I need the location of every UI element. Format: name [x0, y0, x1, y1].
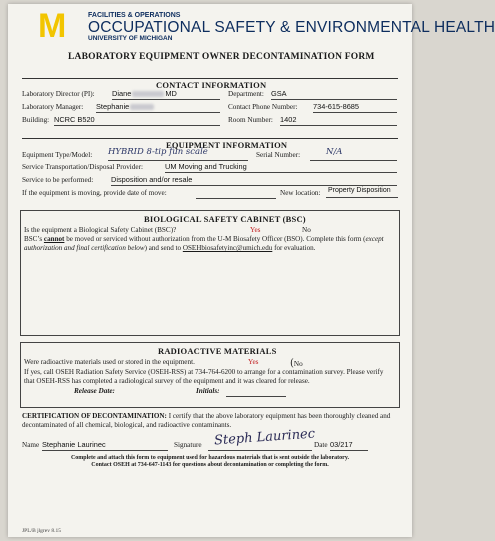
radioactive-instructions: If yes, call OSEH Radiation Safety Service (OSEH-RSS) at 734-764-6200 to arrange for a contamination survey. Please verify that OSEH-RSS has completed a radiological survey of the equipment and it was cleared for release.: [24, 368, 384, 386]
certification-title: CERTIFICATION OF DECONTAMINATION:: [22, 412, 167, 420]
name-label: Name: [22, 441, 40, 449]
equipment-type-underline: [108, 160, 248, 161]
no-circle-mark: (: [290, 358, 294, 369]
serial-label: Serial Number:: [256, 151, 301, 159]
director-suffix: MD: [165, 89, 177, 98]
initials-underline: [226, 396, 286, 397]
release-date-label: Release Date:: [74, 387, 115, 395]
manager-value: [96, 102, 155, 111]
building-field[interactable]: NCRC B520: [54, 115, 95, 124]
service-field[interactable]: Disposition and/or resale: [111, 175, 193, 184]
transport-underline: [165, 172, 397, 173]
building-label: Building:: [22, 116, 50, 124]
contact-section-title: CONTACT INFORMATION: [156, 80, 267, 90]
new-location-field[interactable]: Property Disposition: [328, 187, 391, 194]
equipment-section-title: EQUIPMENT INFORMATION: [166, 140, 288, 150]
equipment-type-label: Equipment Type/Model:: [22, 151, 93, 159]
form-page: [8, 4, 495, 537]
room-label: Room Number:: [228, 116, 273, 124]
department-field[interactable]: GSA: [271, 89, 287, 98]
bsc-text-2: be moved or serviced without authorization from the U-M Biosafety Officer (BSO). Complete this form (: [66, 235, 366, 243]
manager-underline: [96, 112, 220, 113]
university-name: UNIVERSITY OF MICHIGAN: [88, 35, 173, 42]
bsc-text-5: for evaluation.: [274, 244, 316, 253]
radioactive-question: Were radioactive materials used or stored in the equipment.: [24, 358, 195, 366]
director-underline: [112, 99, 220, 100]
director-first-name: Diane: [112, 89, 132, 98]
department-small-heading: FACILITIES & OPERATIONS: [88, 12, 181, 19]
certification-statement: [22, 412, 398, 430]
date-label: Date: [314, 441, 328, 449]
bsc-text-3: except authorization and final certification below: [24, 235, 384, 253]
form-revision-code: JPL/B jlgrev 8.15: [22, 528, 61, 534]
footer-line-2: Contact OSEH at 734-647-1143 for questions about decontamination or completing the form.: [91, 462, 329, 468]
initials-label: Initials:: [196, 387, 220, 395]
manager-label: Laboratory Manager:: [22, 103, 84, 111]
name-underline: [42, 450, 168, 451]
serial-underline: [310, 160, 397, 161]
bsc-section-title: BIOLOGICAL SAFETY CABINET (BSC): [144, 214, 306, 224]
move-date-underline: [196, 198, 276, 199]
move-date-label: If the equipment is moving, provide date of move:: [22, 189, 167, 197]
date-underline: [330, 450, 368, 451]
contact-divider: [22, 78, 398, 79]
department-heading: OCCUPATIONAL SAFETY & ENVIRONMENTAL HEALTH: [88, 19, 495, 36]
bsc-no-option[interactable]: No: [302, 226, 311, 234]
footer-notes: [22, 455, 398, 469]
phone-field[interactable]: 734-615-8685: [313, 102, 360, 111]
building-underline: [54, 125, 220, 126]
redaction-blur: [132, 91, 164, 97]
signature-label: Signature: [174, 441, 202, 449]
phone-underline: [313, 112, 397, 113]
bsc-text-1: BSC’s: [24, 235, 43, 243]
bsc-question: Is the equipment a Biological Safety Cabinet (BSC)?: [24, 226, 177, 234]
equipment-type-field[interactable]: HYBRID 8-tip fun scale: [108, 147, 208, 157]
phone-label: Contact Phone Number:: [228, 103, 298, 111]
department-label: Department:: [228, 90, 264, 98]
manager-first-name: Stephanie: [96, 102, 130, 111]
service-label: Service to be performed:: [22, 176, 94, 184]
new-location-underline: [326, 197, 398, 198]
director-label: Laboratory Director (PI):: [22, 90, 95, 98]
bsc-yes-option[interactable]: Yes: [250, 226, 261, 234]
radioactive-yes-option[interactable]: Yes: [248, 358, 259, 366]
university-logo: M: [38, 7, 66, 45]
room-field[interactable]: 1402: [280, 115, 297, 124]
new-location-label: New location:: [280, 189, 321, 197]
serial-field[interactable]: N/A: [326, 147, 343, 157]
date-field[interactable]: 03/217: [330, 440, 353, 449]
bsc-instructions: [24, 235, 394, 253]
certification-text: I certify that the above laboratory equipment has been thoroughly cleaned and decontaminated of all chemical, biological, and radioactive contaminants.: [22, 412, 391, 430]
bsc-text-4: ) and send to: [144, 244, 182, 253]
room-underline: [280, 125, 397, 126]
transport-label: Service Transportation/Disposal Provider:: [22, 163, 143, 171]
department-underline: [271, 99, 397, 100]
footer-line-1: Complete and attach this form to equipment used for hazardous materials that is sent outside the laboratory.: [70, 455, 350, 461]
equipment-divider: [22, 138, 398, 139]
form-title: LABORATORY EQUIPMENT OWNER DECONTAMINATION FORM: [68, 52, 375, 62]
bsc-email-link[interactable]: OSEHbiosafetyinc@umich.edu: [182, 244, 273, 253]
radioactive-no-label: No: [293, 360, 303, 368]
transport-field[interactable]: UM Moving and Trucking: [165, 162, 247, 171]
signature-field[interactable]: Steph Laurinec: [213, 426, 316, 449]
radioactive-section-title: RADIOACTIVE MATERIALS: [158, 346, 277, 356]
name-field[interactable]: Stephanie Laurinec: [42, 440, 106, 449]
redaction-blur: [130, 104, 154, 110]
signature-underline: [208, 450, 312, 451]
bsc-cannot: cannot: [43, 235, 65, 243]
director-value: [112, 89, 177, 98]
service-underline: [111, 185, 397, 186]
